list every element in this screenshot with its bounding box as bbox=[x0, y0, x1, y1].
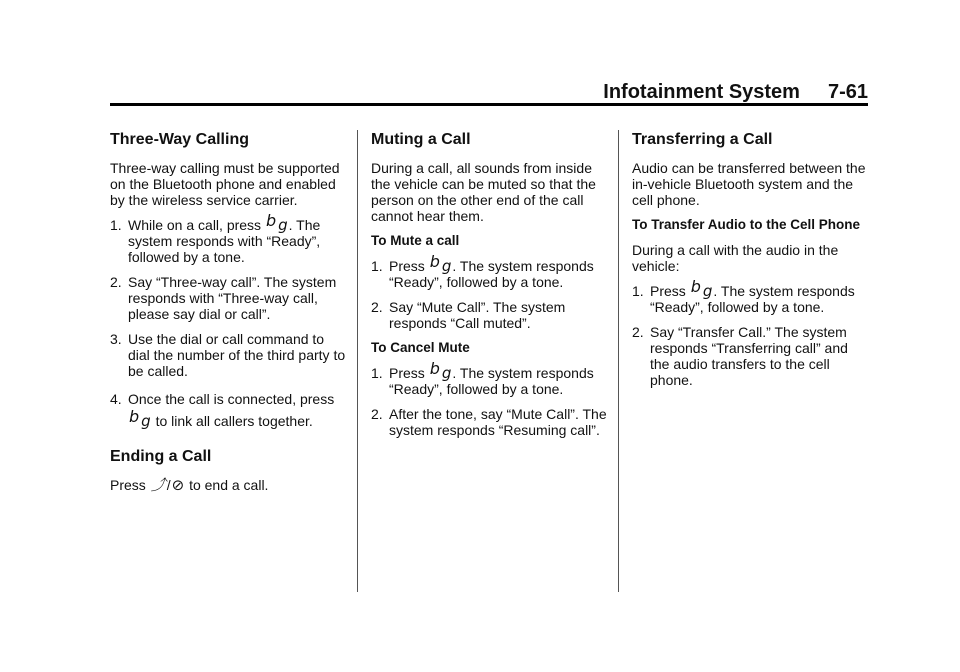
step-number: 1. bbox=[632, 283, 644, 299]
column-divider bbox=[357, 130, 358, 592]
steps-list bbox=[371, 359, 607, 438]
push-to-talk-icon: b bbox=[265, 211, 277, 230]
step-text: Say “Three-way call”. The system responds with “Three-way call, please say dial or call”. bbox=[128, 274, 337, 322]
header-rule bbox=[110, 103, 868, 106]
column-muting-a-call bbox=[371, 130, 607, 447]
heading-three-way-calling: Three-Way Calling bbox=[110, 131, 249, 148]
phone-icon: g bbox=[141, 412, 151, 430]
phone-icon: g bbox=[441, 257, 452, 275]
text: Press bbox=[110, 477, 146, 493]
phone-icon: g bbox=[702, 282, 713, 300]
push-to-talk-icon: b bbox=[690, 277, 701, 296]
steps-list bbox=[632, 277, 868, 388]
push-to-talk-icon: b bbox=[429, 359, 440, 378]
heading-transferring-a-call: Transferring a Call bbox=[632, 131, 773, 148]
step-text: Say “Mute Call”. The system responds “Call muted”. bbox=[389, 299, 566, 331]
list-item bbox=[371, 299, 607, 331]
steps-list bbox=[110, 211, 346, 432]
list-item bbox=[371, 359, 607, 397]
step-text: While on a call, press bbox=[128, 217, 262, 233]
step-text: Say “Transfer Call.” The system responds “Transferring call” and the audio transfers to the cell phone. bbox=[650, 324, 848, 388]
step-text: Once the call is connected, press bbox=[128, 391, 335, 407]
step-text: After the tone, say “Mute Call”. The system responds “Resuming call”. bbox=[389, 406, 607, 438]
step-text: . The system responds with “Ready”, followed by a tone. bbox=[128, 217, 321, 265]
section-title: Infotainment System bbox=[603, 81, 800, 103]
step-text: . The system responds “Ready”, followed by a tone. bbox=[389, 258, 594, 290]
paragraph: During a call, all sounds from inside the vehicle can be muted so that the person on the other end of the call cannot hear them. bbox=[371, 160, 596, 224]
list-item bbox=[110, 331, 346, 379]
step-text: . The system responds “Ready”, followed by a tone. bbox=[389, 365, 594, 397]
column-divider bbox=[618, 130, 619, 592]
paragraph: Three-way calling must be supported on the Bluetooth phone and enabled by the wireless service carrier. bbox=[110, 160, 340, 208]
step-number: 3. bbox=[110, 331, 122, 347]
mute-icon: ⊘ bbox=[171, 476, 185, 494]
paragraph: During a call with the audio in the vehicle: bbox=[632, 242, 839, 274]
phone-icon: g bbox=[278, 216, 288, 234]
step-number: 2. bbox=[371, 299, 383, 315]
column-transferring-a-call bbox=[632, 130, 868, 397]
phone-icon: g bbox=[441, 364, 452, 382]
text: to end a call. bbox=[189, 477, 269, 493]
step-number: 2. bbox=[110, 274, 122, 290]
subheading-to-mute-a-call: To Mute a call bbox=[371, 233, 460, 248]
step-text: . The system responds “Ready”, followed by a tone. bbox=[650, 283, 855, 315]
step-text: Use the dial or call command to dial the number of the third party to be called. bbox=[128, 331, 346, 379]
step-text: Press bbox=[650, 283, 686, 299]
step-number: 1. bbox=[110, 217, 122, 233]
step-number: 1. bbox=[371, 365, 383, 381]
list-item bbox=[632, 277, 868, 315]
list-item bbox=[110, 211, 346, 265]
end-call-icon: ⤴ bbox=[150, 476, 166, 494]
step-number: 4. bbox=[110, 391, 122, 407]
list-item bbox=[371, 406, 607, 438]
step-text: Press bbox=[389, 258, 425, 274]
step-text: Press bbox=[389, 365, 425, 381]
step-number: 2. bbox=[371, 406, 383, 422]
push-to-talk-icon: b bbox=[429, 252, 440, 271]
paragraph: Audio can be transferred between the in-vehicle Bluetooth system and the cell phone. bbox=[632, 160, 866, 208]
step-text: to link all callers together. bbox=[155, 413, 313, 429]
list-item bbox=[371, 252, 607, 290]
step-number: 1. bbox=[371, 258, 383, 274]
page-header bbox=[110, 80, 868, 104]
column-three-way-calling bbox=[110, 130, 346, 502]
step-number: 2. bbox=[632, 324, 644, 340]
heading-ending-a-call: Ending a Call bbox=[110, 448, 212, 465]
push-to-talk-icon: b bbox=[129, 407, 140, 426]
list-item bbox=[632, 324, 868, 388]
list-item bbox=[110, 388, 346, 432]
subheading-to-cancel-mute: To Cancel Mute bbox=[371, 340, 470, 355]
steps-list bbox=[371, 252, 607, 331]
subheading-to-transfer-audio: To Transfer Audio to the Cell Phone bbox=[632, 217, 861, 232]
paragraph bbox=[110, 477, 346, 493]
heading-muting-a-call: Muting a Call bbox=[371, 131, 471, 148]
list-item bbox=[110, 274, 346, 322]
page-number: 7-61 bbox=[827, 81, 868, 103]
separator: / bbox=[166, 477, 171, 493]
